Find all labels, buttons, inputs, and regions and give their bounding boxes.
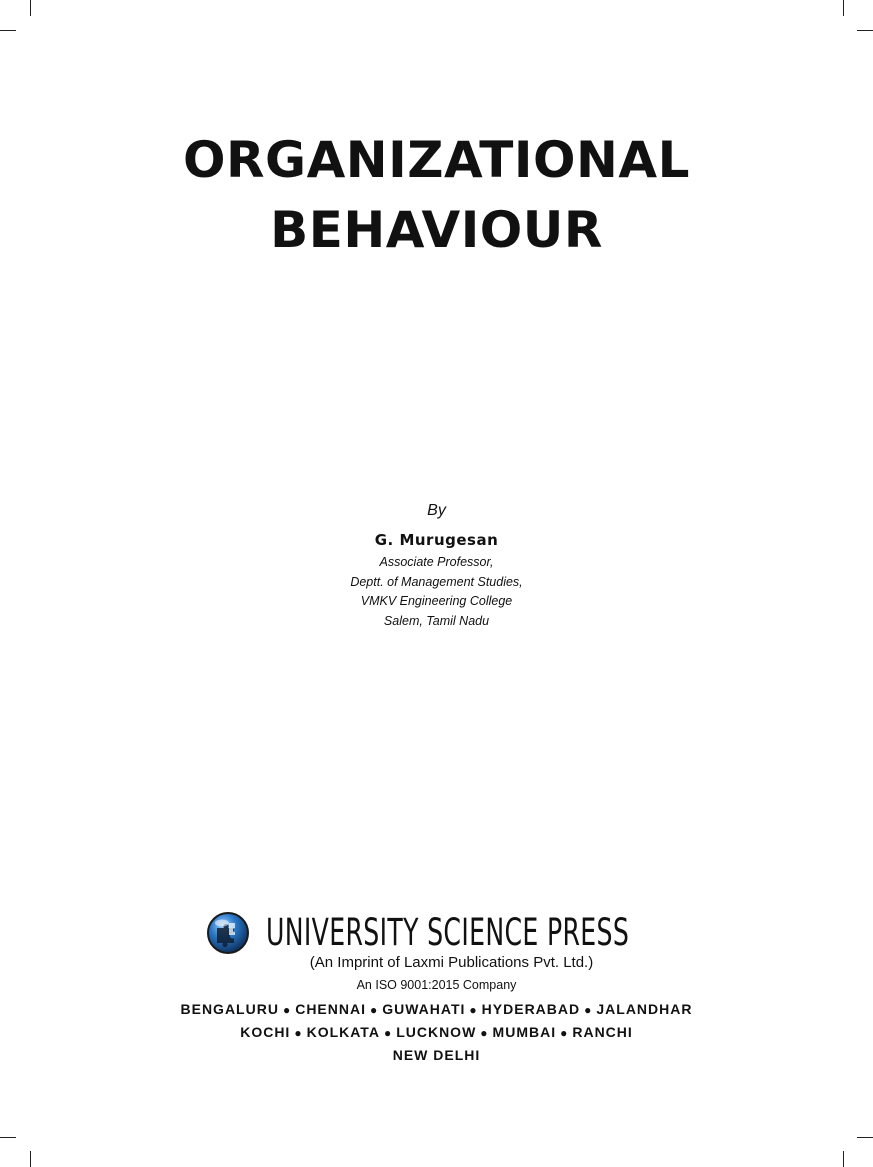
bullet-separator: ● bbox=[469, 1003, 478, 1017]
by-label: By bbox=[427, 502, 446, 519]
affiliation-line: Deptt. of Management Studies, bbox=[350, 574, 523, 589]
bullet-separator: ● bbox=[480, 1026, 489, 1040]
city: RANCHI bbox=[572, 1024, 633, 1040]
cities-line-1 bbox=[0, 999, 873, 1020]
city: BENGALURU bbox=[180, 1001, 279, 1017]
city: JALANDHAR bbox=[596, 1001, 693, 1017]
crop-mark-bottom-right-h bbox=[857, 1137, 873, 1138]
city: GUWAHATI bbox=[382, 1001, 466, 1017]
publisher-name: UNIVERSITY SCIENCE PRESS bbox=[266, 911, 630, 954]
book-title-line2: BEHAVIOUR bbox=[270, 201, 603, 259]
crop-mark-top-left-v bbox=[30, 0, 31, 16]
author-block bbox=[0, 500, 873, 631]
city: NEW DELHI bbox=[392, 1047, 481, 1063]
crop-mark-top-left-h bbox=[0, 30, 16, 31]
bullet-separator: ● bbox=[294, 1026, 303, 1040]
affiliation-line: VMKV Engineering College bbox=[360, 594, 513, 608]
city: MUMBAI bbox=[492, 1024, 557, 1040]
city: KOLKATA bbox=[306, 1024, 380, 1040]
book-title-line1: ORGANIZATIONAL bbox=[183, 131, 690, 189]
bullet-separator: ● bbox=[560, 1026, 569, 1040]
publisher-imprint: (An Imprint of Laxmi Publications Pvt. Ltd.) bbox=[309, 954, 594, 971]
author-name: G. Murugesan bbox=[374, 531, 499, 549]
globe-puzzle-icon bbox=[206, 911, 250, 955]
bullet-separator: ● bbox=[369, 1003, 379, 1017]
crop-mark-top-right-v bbox=[843, 0, 844, 16]
cities-line-2 bbox=[0, 1022, 873, 1043]
city: LUCKNOW bbox=[396, 1024, 477, 1040]
iso-certification: An ISO 9001:2015 Company bbox=[356, 978, 517, 992]
city: KOCHI bbox=[240, 1024, 291, 1040]
bullet-separator: ● bbox=[383, 1026, 393, 1040]
crop-mark-bottom-left-h bbox=[0, 1137, 16, 1138]
bullet-separator: ● bbox=[282, 1003, 292, 1017]
crop-mark-top-right-h bbox=[857, 30, 873, 31]
affiliation-line: Salem, Tamil Nadu bbox=[383, 613, 490, 628]
affiliation-line: Associate Professor, bbox=[379, 555, 494, 569]
city: HYDERABAD bbox=[481, 1001, 581, 1017]
publisher-logo bbox=[206, 909, 686, 959]
bullet-separator: ● bbox=[584, 1003, 593, 1017]
city: CHENNAI bbox=[295, 1001, 366, 1017]
crop-mark-bottom-right-v bbox=[843, 1151, 844, 1167]
crop-mark-bottom-left-v bbox=[30, 1151, 31, 1167]
cities-line-3 bbox=[0, 1045, 873, 1065]
